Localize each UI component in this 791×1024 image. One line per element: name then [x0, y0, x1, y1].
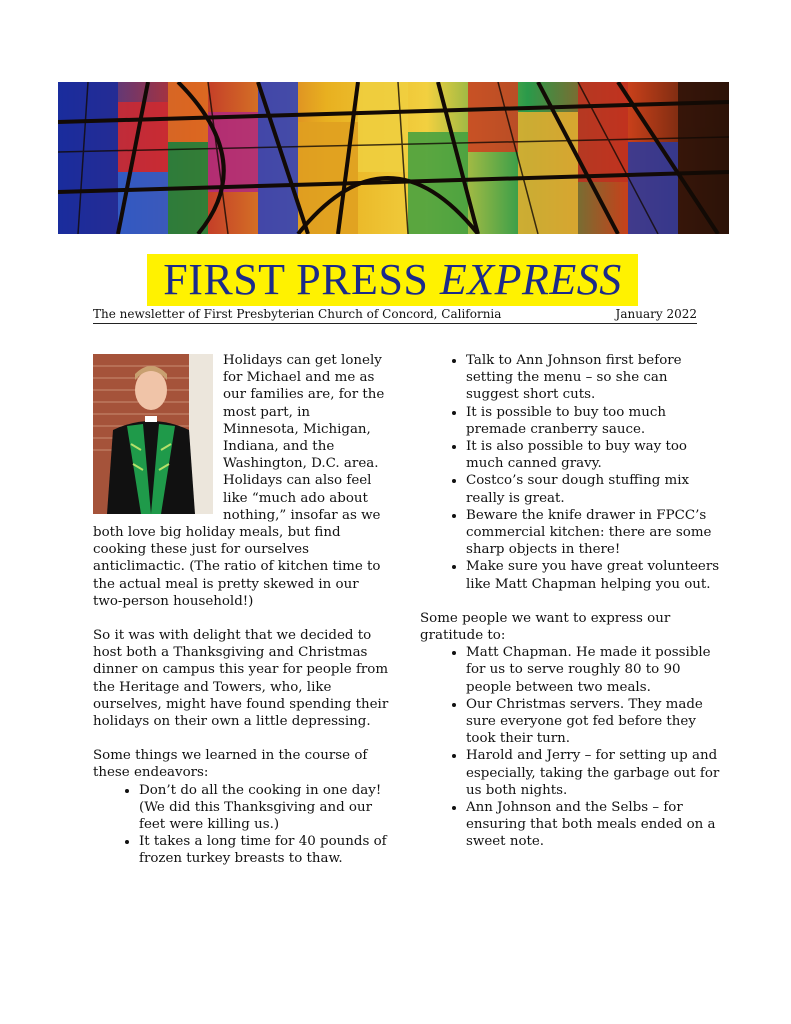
- gratitude-intro: Some people we want to express our gratitude to:: [420, 610, 671, 644]
- newsletter-title: [147, 254, 638, 306]
- masthead-subline: [93, 305, 697, 324]
- list-item: • Our Christmas servers. They made sure everyone got fed before they took their turn.: [466, 696, 720, 748]
- lessons-intro: Some things we learned in the course of these endeavors:: [93, 748, 368, 781]
- list-item: • It takes a long time for 40 pounds of frozen turkey breasts to thaw.: [139, 833, 389, 867]
- title-emphasis: EXPRESS: [439, 255, 622, 304]
- list-item: • It is possible to buy too much premade cranberry sauce.: [466, 404, 720, 438]
- list-item: • Beware the knife drawer in FPCC’s commercial kitchen: there are some sharp objects in there!: [466, 507, 720, 559]
- list-item: • Costco’s sour dough stuffing mix really is great.: [466, 472, 720, 506]
- campus-dinner-paragraph: So it was with delight that we decided to host both a Thanksgiving and Christmas dinner on campus this year for people from the Heritage and Towers, who, like ourselves, might have found spending their holidays on their own a little depressing.: [93, 628, 389, 730]
- list-item: • Don’t do all the cooking in one day! (We did this Thanksgiving and our feet were killing us.): [139, 782, 389, 834]
- list-item: • Matt Chapman. He made it possible for us to serve roughly 80 to 90 people between two meals.: [466, 644, 720, 696]
- list-item: • It is also possible to buy way too much canned gravy.: [466, 438, 720, 472]
- right-column: [420, 352, 720, 868]
- list-item: • Harold and Jerry – for setting up and especially, taking the garbage out for us both nights.: [466, 747, 720, 799]
- pastor-portrait: [93, 354, 213, 514]
- list-item: • Ann Johnson and the Selbs – for ensuring that both meals ended on a sweet note.: [466, 799, 720, 851]
- lessons-list: [93, 782, 389, 868]
- stained-glass-banner: [58, 82, 729, 234]
- list-item: • Make sure you have great volunteers like Matt Chapman helping you out.: [466, 558, 720, 592]
- title-main: FIRST PRESS: [163, 255, 440, 304]
- gratitude-list: [420, 644, 720, 850]
- lessons-list-continued: [420, 352, 720, 593]
- list-item: • Talk to Ann Johnson first before setting the menu – so she can suggest short cuts.: [466, 352, 720, 404]
- masthead: [147, 254, 638, 306]
- pastor-photo: [93, 354, 213, 514]
- stained-glass-image: [58, 82, 729, 234]
- issue-date: January 2022: [615, 307, 697, 321]
- newsletter-subtitle: The newsletter of First Presbyterian Church of Concord, California: [93, 307, 502, 321]
- left-column: [93, 352, 389, 885]
- intro-paragraph: Holidays can get lonely for Michael and me as our families are, for the most part, in Minnesota, Michigan, Indiana, and the Washington, D.C. area. Holidays can also feel like “much ado about nothing,” insofar as we both love big holiday meals, but find cooking these just for ourselves anticlimactic. (The ratio of kitchen time to the actual meal is pretty skewed in our two-person household!): [93, 353, 385, 609]
